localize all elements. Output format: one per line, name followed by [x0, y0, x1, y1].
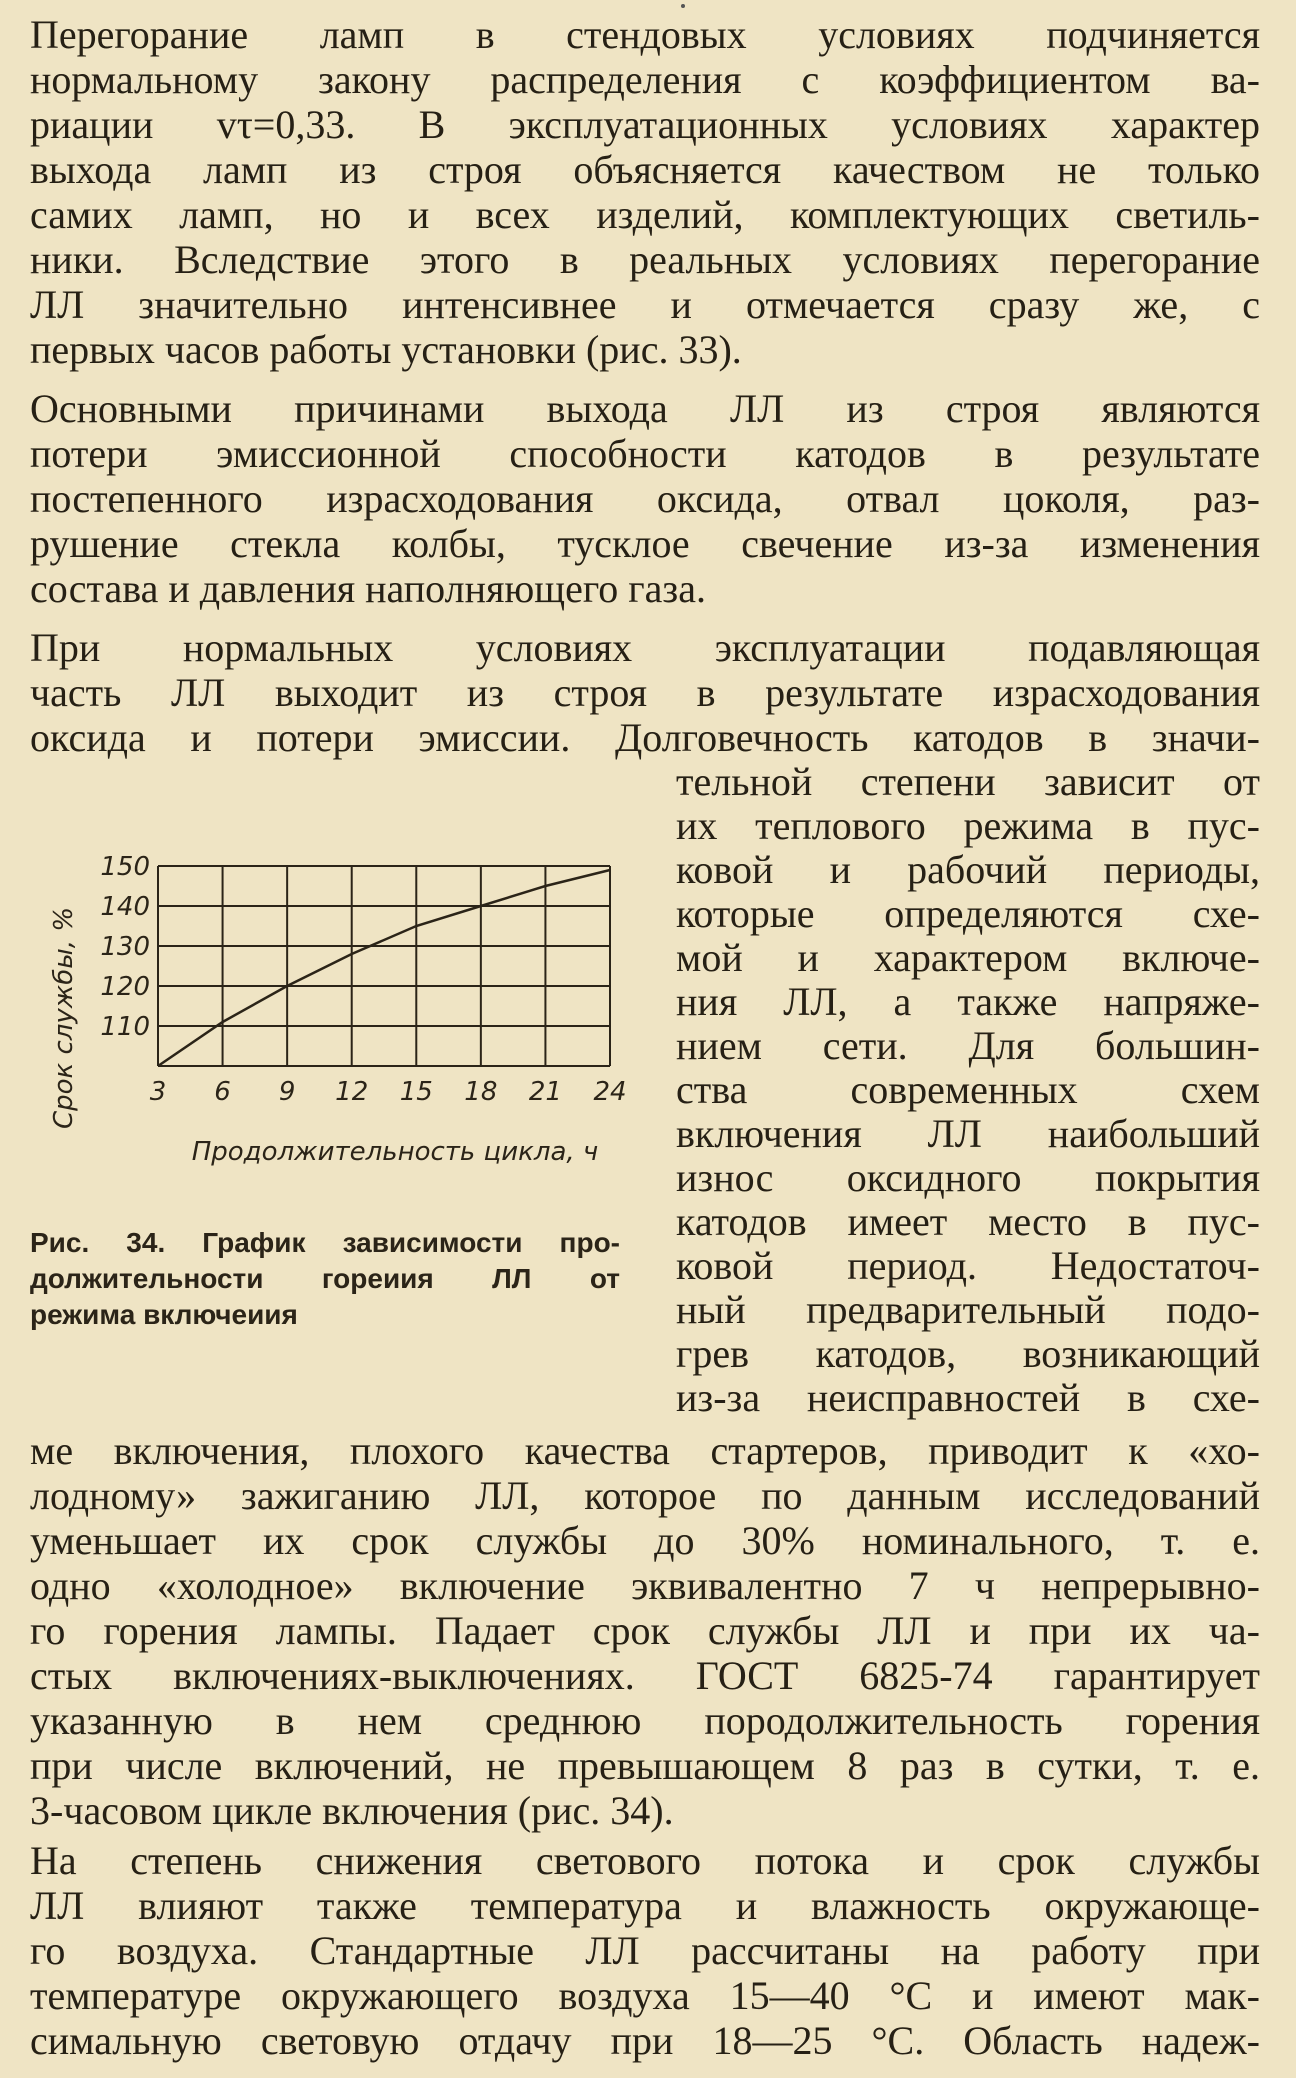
text-line: ЛЛ значительно интенсивнее и отмечается сразу же, с [30, 282, 1260, 327]
text-line: одно «холодное» включение эквивалентно 7 ч непрерывно- [30, 1563, 1260, 1608]
text-line: ства современных схем [676, 1067, 1260, 1112]
figure-34 [30, 838, 630, 1168]
x-tick-label: 12 [335, 1077, 369, 1107]
x-tick-label: 21 [528, 1077, 562, 1107]
x-tick-label: 18 [464, 1077, 498, 1107]
text-line: указанную в нем среднюю породолжительность горения [30, 1698, 1260, 1743]
y-tick-label: 150 [100, 852, 150, 882]
text-line: Основными причинами выхода ЛЛ из строя являются [30, 386, 1260, 431]
text-line: стых включениях-выключениях. ГОСТ 6825-74 гарантирует [30, 1653, 1260, 1698]
text-line: лодному» зажиганию ЛЛ, которое по данным исследований [30, 1473, 1260, 1518]
text-line: риации vτ=0,33. В эксплуатационных условиях характер [30, 102, 1260, 147]
text-line: включения ЛЛ наибольший [676, 1111, 1260, 1156]
y-tick-label: 120 [100, 972, 150, 1002]
text-line: температуре окружающего воздуха 15—40 °С и имеют мак- [30, 1973, 1260, 2018]
text-line: самих ламп, но и всех изделий, комплектующих светиль- [30, 192, 1260, 237]
figure-caption [30, 1225, 620, 1333]
x-tick-label: 24 [593, 1077, 627, 1107]
text-line: режима включеиия [30, 1299, 298, 1330]
text-line: постепенного израсходования оксида, отвал цоколя, раз- [30, 476, 1260, 521]
text-line: их теплового режима в пус- [676, 803, 1260, 848]
text-line: го горения лампы. Падает срок службы ЛЛ и при их ча- [30, 1608, 1260, 1653]
text-line: при числе включений, не превышающем 8 раз в сутки, т. е. [30, 1743, 1260, 1788]
paragraph-1 [30, 12, 1260, 372]
text-line: грев катодов, возникающий [676, 1331, 1260, 1376]
paragraph-3 [30, 625, 1260, 760]
text-line: При нормальных условиях эксплуатации подавляющая [30, 625, 1260, 670]
y-tick-label: 130 [100, 932, 150, 962]
lifetime-chart [30, 838, 630, 1168]
text-line: симальную световую отдачу при 18—25 °С. Область надеж- [30, 2018, 1260, 2063]
paragraph-2 [30, 386, 1260, 611]
text-line: которые определяются схе- [676, 891, 1260, 936]
text-line: выхода ламп из строя объясняется качеством не только [30, 147, 1260, 192]
text-line: тельной степени зависит от [676, 759, 1260, 804]
x-tick-label: 9 [278, 1077, 296, 1107]
text-line: состава и давления наполняющего газа. [30, 566, 706, 611]
chart-grid [158, 866, 610, 1066]
text-line: ния ЛЛ, а также напряже- [676, 979, 1260, 1024]
text-line: ЛЛ влияют также температура и влажность окружающе- [30, 1883, 1260, 1928]
text-line: износ оксидного покрытия [676, 1155, 1260, 1200]
x-tick-label: 3 [149, 1077, 167, 1107]
y-tick-label: 110 [100, 1012, 150, 1042]
paragraph-4-continuation [30, 1428, 1260, 1833]
text-line: 3-часовом цикле включения (рис. 34). [30, 1788, 674, 1833]
text-line: ковой период. Недостаточ- [676, 1243, 1260, 1288]
text-line: ники. Вследствие этого в реальных условиях перегорание [30, 237, 1260, 282]
y-tick-label: 140 [100, 892, 150, 922]
text-line: го воздуха. Стандартные ЛЛ рассчитаны на работу при [30, 1928, 1260, 1973]
chart-ticks [100, 852, 626, 1107]
x-tick-label: 15 [399, 1077, 433, 1107]
side-column-text [676, 760, 1260, 1420]
text-line: ный предварительный подо- [676, 1287, 1260, 1332]
text-line: катодов имеет место в пус- [676, 1199, 1260, 1244]
text-line: Рис. 34. График зависимости про- [30, 1227, 620, 1258]
text-line: из-за неисправностей в схе- [676, 1375, 1260, 1420]
text-line: На степень снижения светового потока и срок службы [30, 1838, 1260, 1883]
text-line: ме включения, плохого качества стартеров, приводит к «хо- [30, 1428, 1260, 1473]
y-axis-label: Срок службы, % [49, 906, 79, 1130]
x-axis-label: Продолжительность цикла, ч [191, 1137, 599, 1167]
text-line: мой и характером включе- [676, 935, 1260, 980]
text-line: рушение стекла колбы, тусклое свечение из-за изменения [30, 521, 1260, 566]
text-line: потери эмиссионной способности катодов в результате [30, 431, 1260, 476]
text-line: нием сети. Для большин- [676, 1023, 1260, 1068]
text-line: должительности гореиия ЛЛ от [30, 1263, 620, 1294]
text-line: оксида и потери эмиссии. Долговечность катодов в значи- [30, 715, 1260, 760]
paragraph-5 [30, 1838, 1260, 2063]
series-line [158, 870, 610, 1066]
text-line: нормальному закону распределения с коэффициентом ва- [30, 57, 1260, 102]
print-speck [681, 4, 685, 8]
text-line: ковой и рабочий периоды, [676, 847, 1260, 892]
x-tick-label: 6 [214, 1077, 231, 1107]
text-line: первых часов работы установки (рис. 33). [30, 327, 742, 372]
text-line: уменьшает их срок службы до 30% номинального, т. е. [30, 1518, 1260, 1563]
text-line: часть ЛЛ выходит из строя в результате израсходования [30, 670, 1260, 715]
text-line: Перегорание ламп в стендовых условиях подчиняется [30, 12, 1260, 57]
